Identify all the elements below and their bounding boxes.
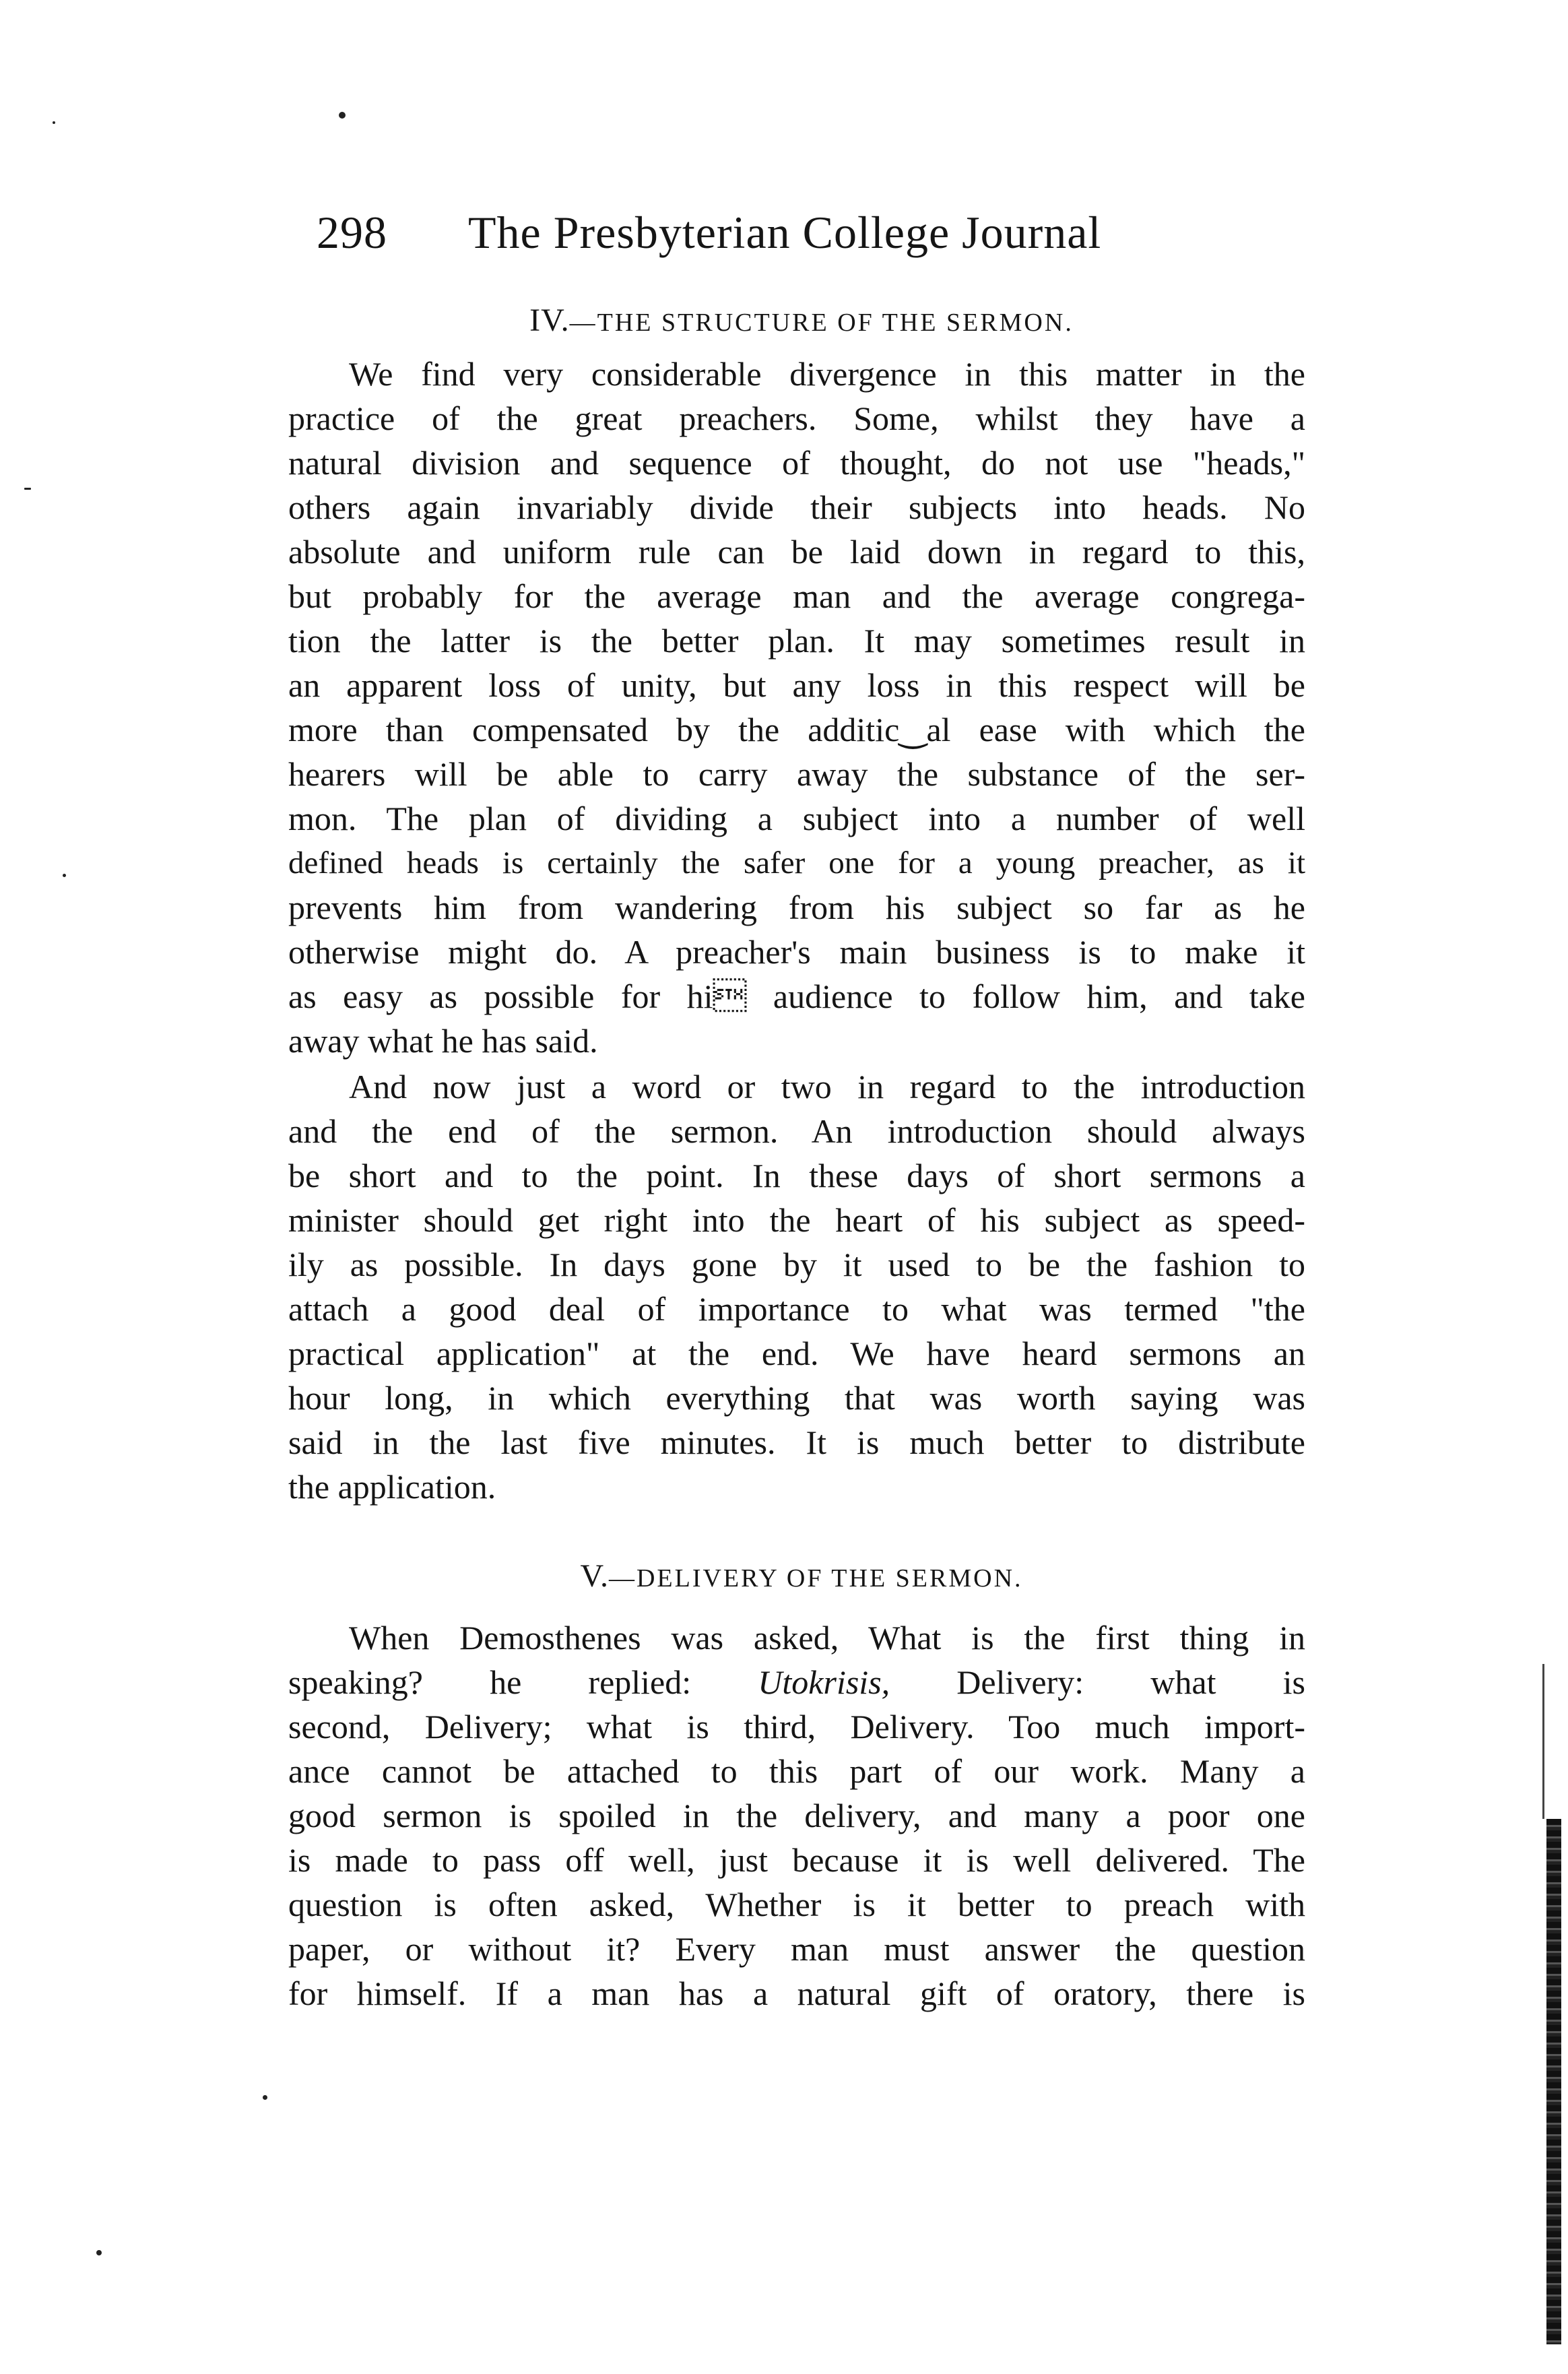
section-numeral: V. — [580, 1558, 609, 1594]
text-line: an apparent loss of unity, but any loss in this respect will be — [288, 666, 1305, 704]
text-line: minister should get right into the heart of his subject as speed- — [288, 1201, 1305, 1239]
text-line: the application. — [288, 1468, 496, 1506]
text-line: hour long, in which everything that was worth saying was — [288, 1379, 1305, 1417]
text-line: away what he has said. — [288, 1022, 598, 1060]
text-line — [288, 1659, 1305, 1706]
scan-speck — [339, 112, 346, 119]
text-line: mon. The plan of dividing a subject into a number of well — [288, 800, 1305, 837]
text-line: but probably for the average man and the average congrega- — [288, 577, 1305, 615]
text-line: practical application" at the end. We have heard sermons an — [288, 1335, 1305, 1372]
text-line: And now just a word or two in regard to the introduction — [349, 1068, 1305, 1105]
text-line: ily as possible. In days gone by it used to be the fashion to — [288, 1246, 1305, 1283]
text-line: second, Delivery; what is third, Delivery. Too much import- — [288, 1708, 1305, 1745]
text-line: tion the latter is the better plan. It may sometimes result in — [288, 622, 1305, 660]
text-line: be short and to the point. In these days of short sermons a — [288, 1157, 1305, 1194]
binding-edge-shadow — [1546, 1819, 1561, 2344]
scan-speck — [96, 2250, 102, 2255]
running-header — [317, 202, 1206, 283]
text-line: ance cannot be attached to this part of our work. Many a — [288, 1752, 1305, 1790]
text-line: We find very considerable divergence in this matter in the — [349, 355, 1305, 393]
text-line: When Demosthenes was asked, What is the first thing in — [349, 1619, 1305, 1657]
scan-speck — [24, 488, 31, 490]
binding-edge-line — [1542, 1664, 1544, 1819]
scan-speck — [63, 874, 66, 877]
text-line: is made to pass off well, just because it is well delivered. The — [288, 1841, 1305, 1879]
text-line: practice of the great preachers. Some, whilst they have a — [288, 399, 1305, 437]
greek-term: Utokrisis, — [758, 1663, 890, 1701]
text-line: and the end of the sermon. An introduction should always — [288, 1112, 1305, 1150]
text-line: attach a good deal of importance to what was termed "the — [288, 1290, 1305, 1328]
text-line: defined heads is certainly the safer one for a young preacher, as it — [288, 845, 1305, 880]
section-numeral: IV. — [529, 302, 570, 338]
text-line: for himself. If a man has a natural gift of oratory, there is — [288, 1975, 1305, 2012]
text-line: natural division and sequence of thought, do not use "heads," — [288, 444, 1305, 482]
text-line: otherwise might do. A preacher's main business is to make it — [288, 933, 1305, 971]
running-title: The Presbyterian College Journal — [468, 207, 1102, 258]
text-line: hearers will be able to carry away the substance of the ser- — [288, 755, 1305, 793]
text-line: as easy as possible for hi audience to follow him, and take — [288, 977, 1305, 1015]
scan-speck — [263, 2095, 267, 2100]
text-line: question is often asked, Whether is it better to preach with — [288, 1886, 1305, 1923]
text-span: speaking? he replied: — [288, 1663, 758, 1701]
text-line: good sermon is spoiled in the delivery, and many a poor one — [288, 1797, 1305, 1834]
section-title: —THE STRUCTURE OF THE SERMON. — [569, 309, 1074, 337]
scan-speck — [53, 121, 55, 124]
text-line: said in the last five minutes. It is much better to distribute — [288, 1423, 1305, 1461]
text-line: paper, or without it? Every man must answer the question — [288, 1930, 1305, 1968]
page-number: 298 — [317, 207, 387, 258]
text-line: others again invariably divide their subjects into heads. No — [288, 488, 1305, 526]
section-heading-delivery — [296, 1558, 1307, 1595]
text-line: prevents him from wandering from his subject so far as he — [288, 889, 1305, 926]
text-line: absolute and uniform rule can be laid down in regard to this, — [288, 533, 1305, 571]
text-span: Delivery: what is — [890, 1663, 1305, 1701]
section-title: —DELIVERY OF THE SERMON. — [608, 1564, 1023, 1593]
text-line: more than compensated by the additic‿al ease with which the — [288, 711, 1305, 748]
section-heading-structure — [296, 302, 1307, 339]
